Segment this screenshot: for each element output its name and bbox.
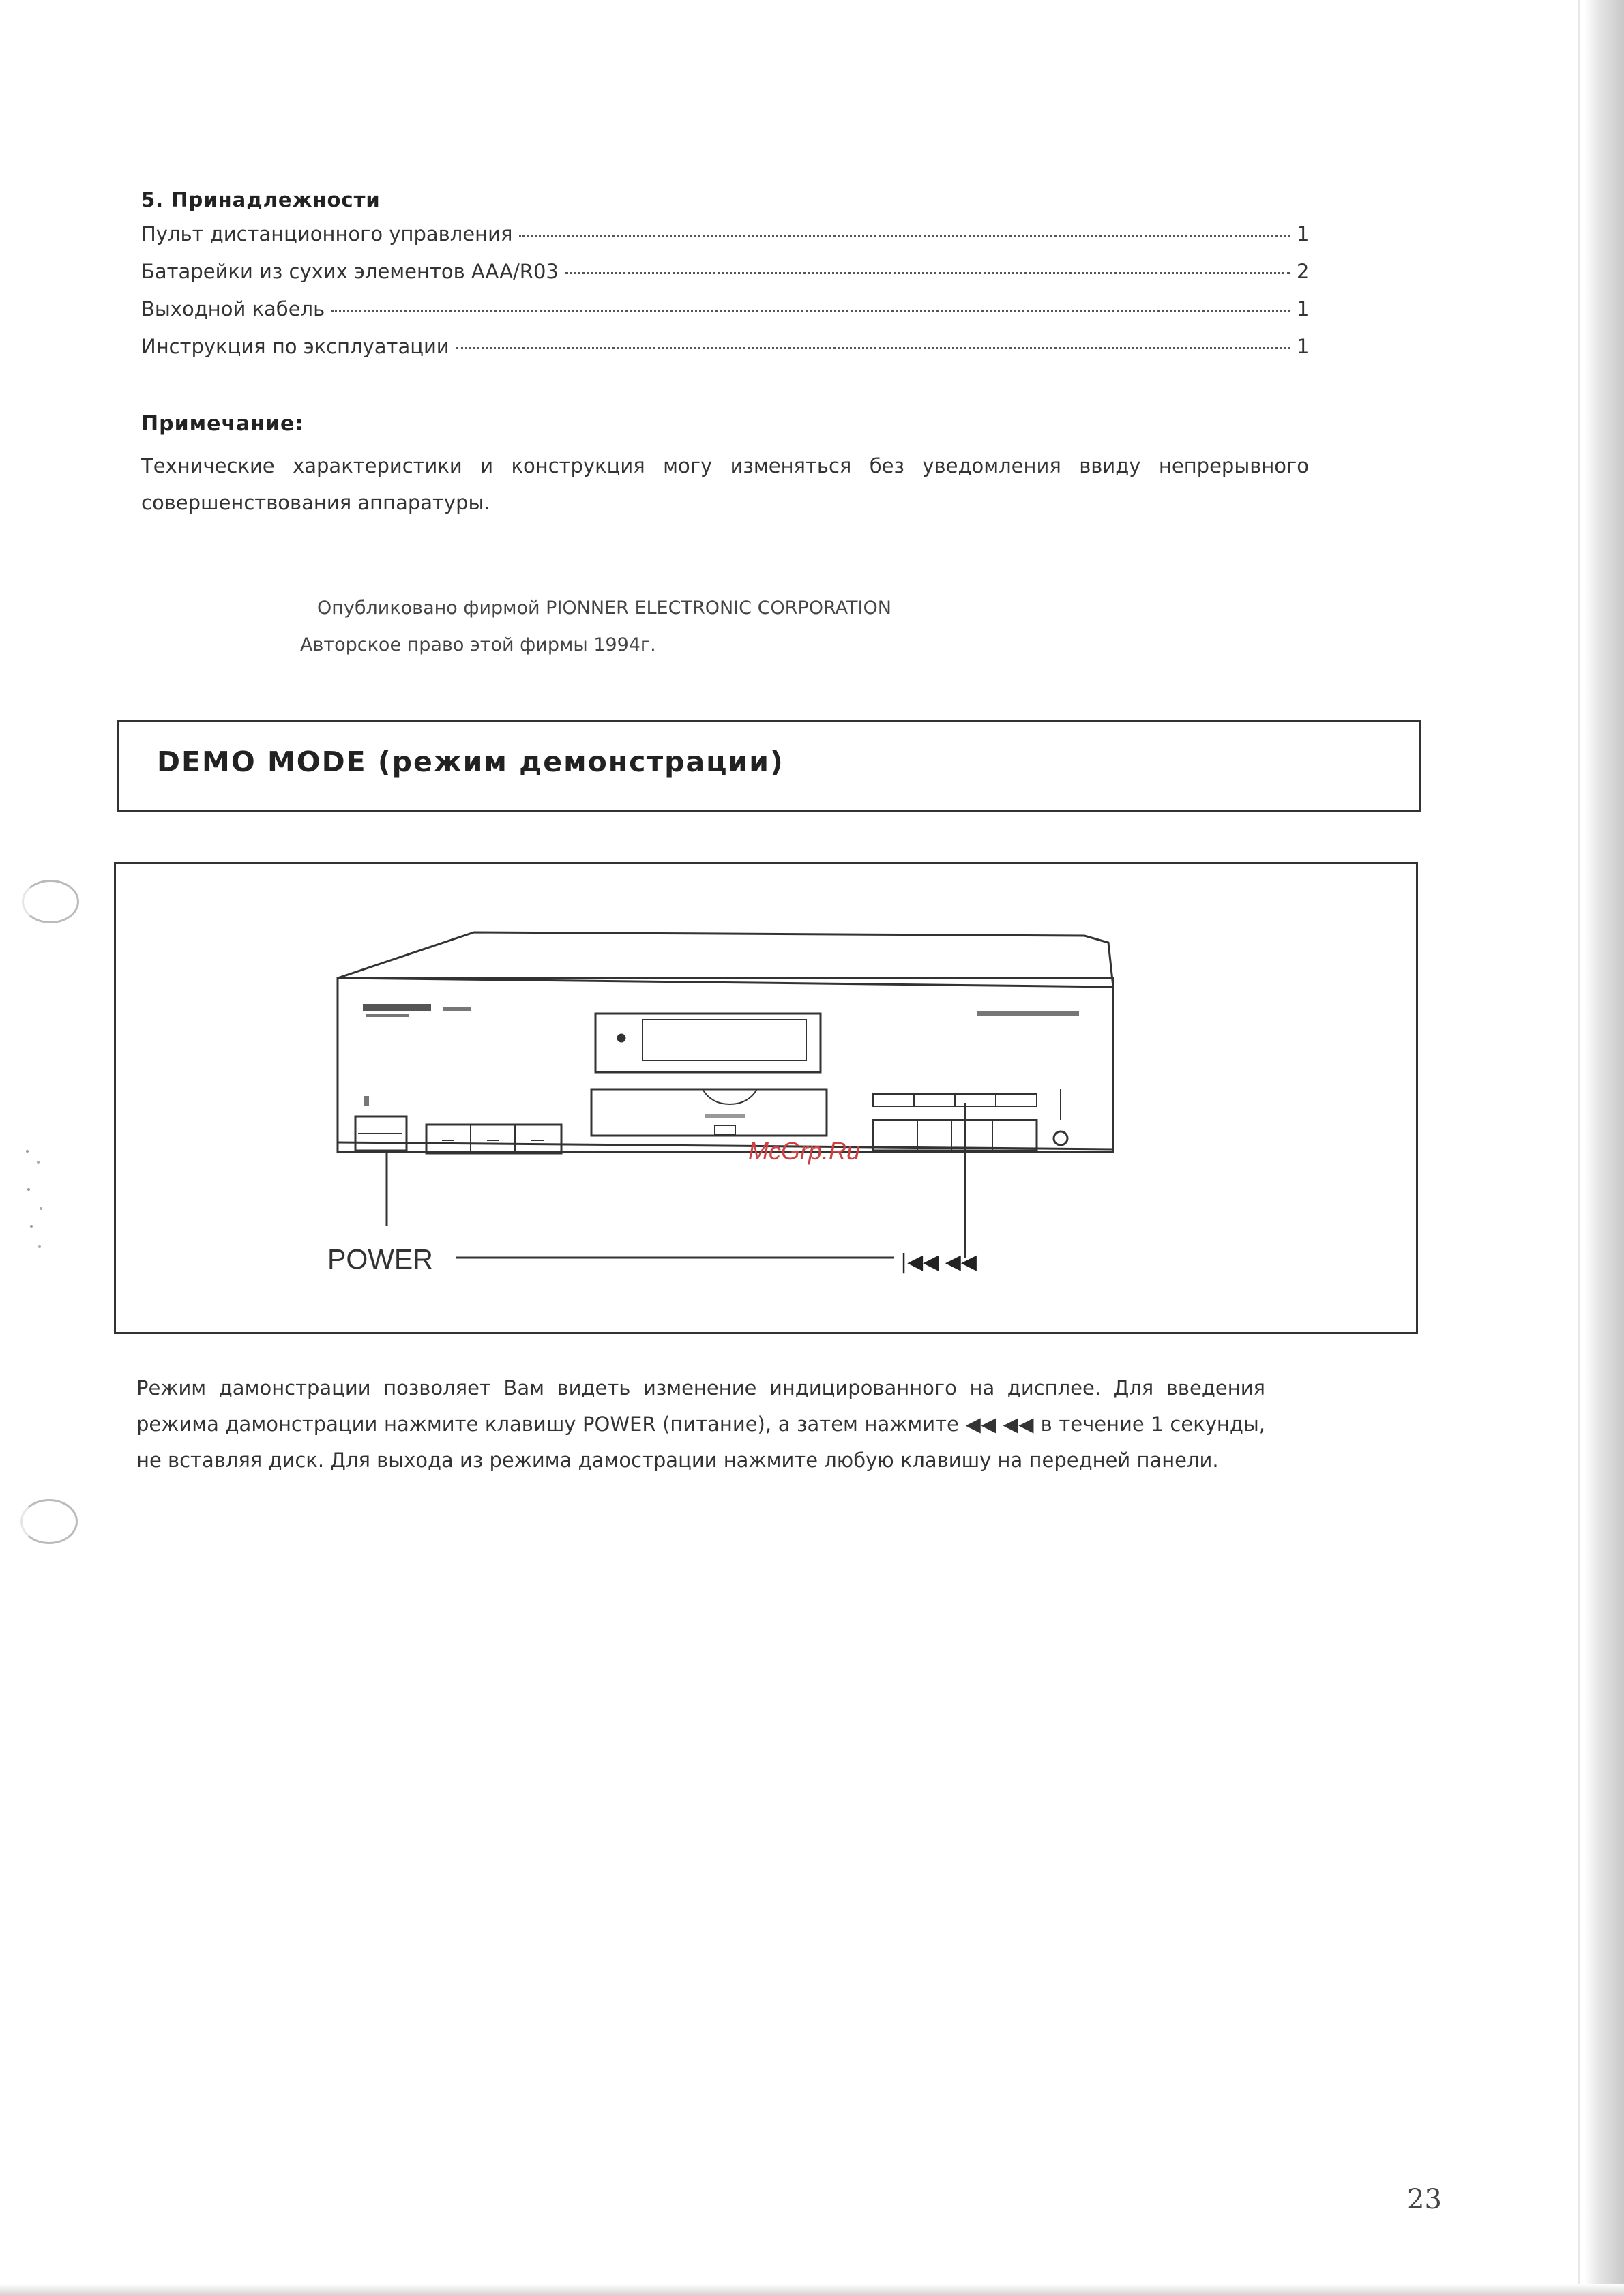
- note-title: Примечание:: [141, 412, 304, 436]
- cd-player-figure: [114, 862, 1418, 1334]
- item-qty: 1: [1297, 297, 1310, 321]
- scan-specks: [20, 1146, 48, 1255]
- item-name: Выходной кабель: [141, 297, 325, 321]
- demo-mode-title: DEMO MODE (режим демонстрации): [157, 745, 784, 778]
- accessories-list: [141, 222, 1309, 372]
- copyright-line: Авторское право этой фирмы 1994г.: [300, 634, 656, 655]
- page-edge-shadow: [1584, 0, 1624, 2295]
- skip-back-label: |◀◀ ◀◀: [900, 1250, 977, 1274]
- item-qty: 1: [1297, 222, 1310, 246]
- watermark: McGrp.Ru: [748, 1137, 861, 1165]
- binder-hole-top: [22, 880, 79, 923]
- list-item: [141, 260, 1309, 297]
- note-text: Технические характеристики и конструкция могу изменяться без уведомления ввиду непрерывного совершенствования аппаратуры.: [141, 454, 1309, 514]
- list-item: [141, 335, 1309, 372]
- dot-leader: [519, 235, 1290, 237]
- page-edge-line: [1578, 0, 1580, 2295]
- dot-leader: [331, 310, 1290, 312]
- item-name: Пульт дистанционного управления: [141, 222, 513, 246]
- item-qty: 1: [1297, 335, 1310, 358]
- item-qty: 2: [1297, 260, 1310, 283]
- list-item: [141, 222, 1309, 260]
- dot-leader: [565, 272, 1290, 274]
- list-item: [141, 297, 1309, 335]
- demo-description: Режим дамонстрации позволяет Вам видеть изменение индицированного на дисплее. Для введения режима дамонстрации нажмите клавишу POWER (питание), а затем нажмите ◀◀ ◀◀ в течение 1 секунды, не вставляя диск. Для выхода из режима дамострации нажмите любую клавишу на передней панели.: [136, 1376, 1265, 1472]
- item-name: Инструкция по эксплуатации: [141, 335, 449, 358]
- dot-leader: [456, 347, 1290, 349]
- demo-mode-heading-box: [117, 720, 1421, 812]
- item-name: Батарейки из сухих элементов AAA/R03: [141, 260, 559, 283]
- publisher-line: Опубликовано фирмой PIONNER ELECTRONIC CORPORATION: [317, 597, 891, 619]
- power-label: POWER: [327, 1243, 433, 1275]
- accessories-title: 5. Принадлежности: [141, 188, 381, 211]
- cd-player-illustration: [116, 864, 1416, 1332]
- page-bottom-edge: [0, 2284, 1624, 2295]
- page-number: 23: [1407, 2184, 1442, 2215]
- binder-hole-bottom: [20, 1499, 78, 1544]
